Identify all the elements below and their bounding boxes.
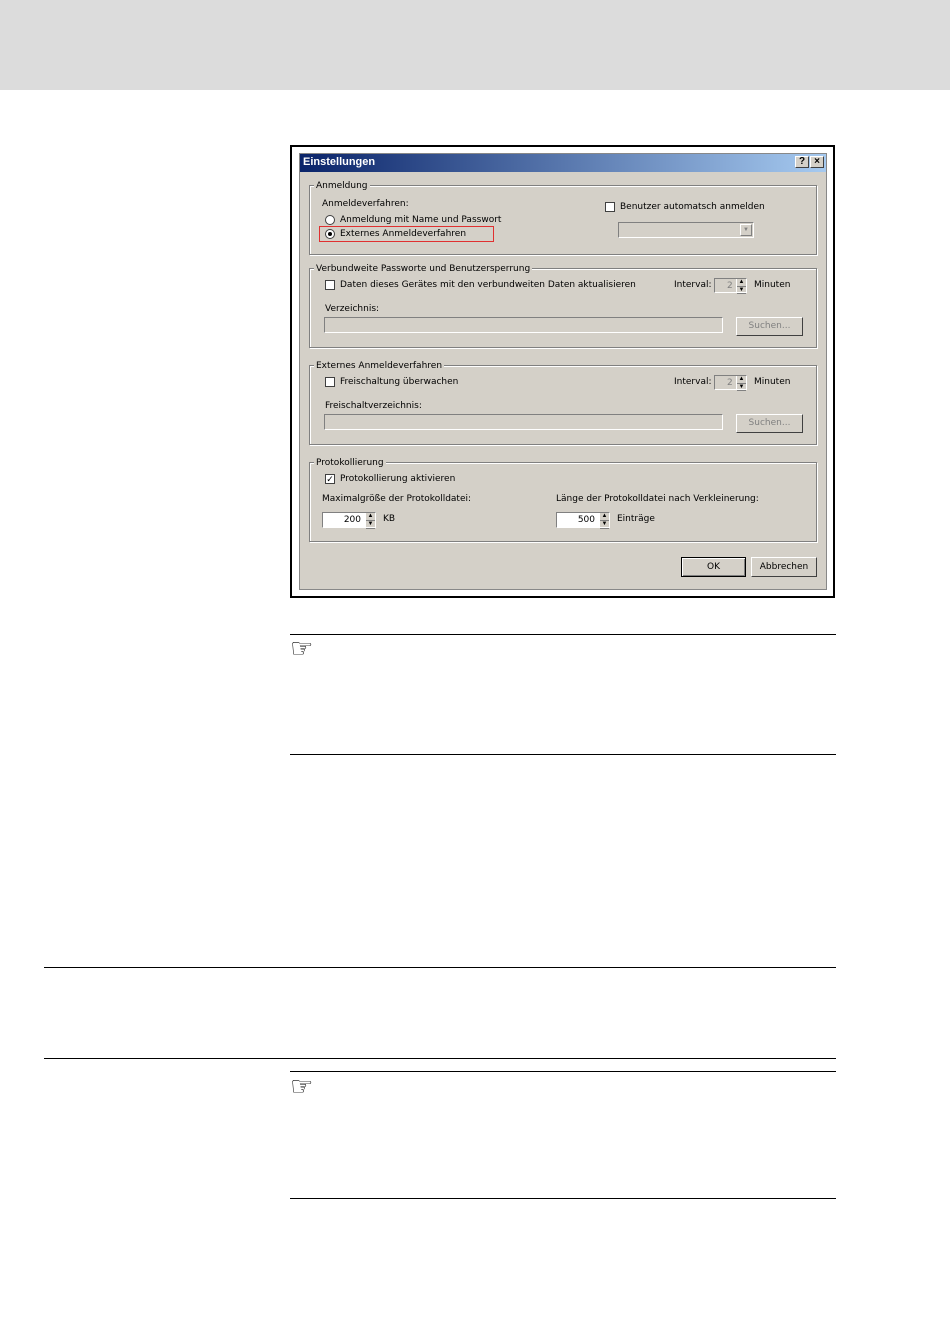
extern-interval-value: 2 <box>727 378 733 388</box>
group-extern-legend: Externes Anmeldeverfahren <box>316 361 443 371</box>
radio-name-password[interactable] <box>325 215 335 225</box>
max-size-spinner[interactable] <box>322 512 376 528</box>
extern-interval-unit: Minuten <box>754 377 791 387</box>
verbund-interval-spinner[interactable] <box>714 278 747 293</box>
verbund-interval-value: 2 <box>727 281 733 291</box>
verbund-browse-button[interactable]: Suchen... <box>736 317 803 336</box>
dialog-title: Einstellungen <box>303 156 376 168</box>
note-bottom-rule <box>290 1198 836 1199</box>
note-top-rule <box>290 634 836 635</box>
settings-dialog <box>299 153 827 590</box>
max-size-label: Maximalgröße der Protokolldatei: <box>322 494 472 504</box>
shrink-label: Länge der Protokolldatei nach Verkleinerung: <box>556 494 759 504</box>
spin-arrows-icon[interactable]: ▲ ▼ <box>365 513 375 527</box>
radio-extern-label[interactable]: Externes Anmeldeverfahren <box>340 229 467 239</box>
extern-browse-button[interactable]: Suchen... <box>736 414 803 433</box>
verbund-dir-input[interactable] <box>324 317 723 333</box>
auto-login-checkbox[interactable] <box>605 202 615 212</box>
extern-dir-label: Freischaltverzeichnis: <box>325 401 422 411</box>
verbund-update-checkbox[interactable] <box>325 280 335 290</box>
protokoll-enable-label[interactable]: Protokollierung aktivieren <box>340 474 456 484</box>
radio-name-password-label[interactable]: Anmeldung mit Name und Passwort <box>340 215 502 225</box>
anmeldeverfahren-label: Anmeldeverfahren: <box>322 199 409 209</box>
max-size-unit: KB <box>383 514 396 524</box>
page-header-band <box>0 0 950 90</box>
extern-watch-label[interactable]: Freischaltung überwachen <box>340 377 459 387</box>
ok-button[interactable]: OK <box>681 557 746 577</box>
spin-arrows-icon[interactable]: ▲ ▼ <box>599 513 609 527</box>
dialog-titlebar <box>300 154 826 172</box>
chevron-down-icon[interactable]: ▼ <box>740 224 752 236</box>
pointing-hand-icon: ☞ <box>290 1072 314 1102</box>
cancel-button[interactable]: Abbrechen <box>751 557 817 577</box>
extern-interval-label: Interval: <box>674 377 712 387</box>
help-button[interactable]: ? <box>795 156 809 168</box>
verbund-dir-label: Verzeichnis: <box>325 304 380 314</box>
extern-interval-spinner[interactable] <box>714 375 747 390</box>
shrink-spinner[interactable] <box>556 512 610 528</box>
max-size-value: 200 <box>343 515 361 525</box>
section-rule <box>44 1058 836 1059</box>
verbund-update-label[interactable]: Daten dieses Gerätes mit den verbundweiten Daten aktualisieren <box>340 280 636 290</box>
radio-extern[interactable] <box>325 229 335 239</box>
verbund-interval-unit: Minuten <box>754 280 791 290</box>
group-verbund-legend: Verbundweite Passworte und Benutzersperrung <box>316 264 531 274</box>
shrink-value: 500 <box>577 515 595 525</box>
section-rule <box>44 967 836 968</box>
extern-dir-input[interactable] <box>324 414 723 430</box>
close-button[interactable]: × <box>810 156 824 168</box>
protokoll-enable-checkbox[interactable]: ✓ <box>326 474 334 484</box>
verbund-interval-label: Interval: <box>674 280 712 290</box>
auto-login-label[interactable]: Benutzer automatsch anmelden <box>620 202 765 212</box>
spin-arrows-icon[interactable]: ▲ ▼ <box>736 279 746 292</box>
note-bottom-rule <box>290 754 836 755</box>
spin-arrows-icon[interactable]: ▲ ▼ <box>736 376 746 389</box>
shrink-unit: Einträge <box>617 514 655 524</box>
note-top-rule <box>290 1071 836 1072</box>
group-protokoll-legend: Protokollierung <box>316 458 384 468</box>
group-anmeldung-legend: Anmeldung <box>316 181 368 191</box>
auto-login-user-select[interactable] <box>618 222 754 238</box>
pointing-hand-icon: ☞ <box>290 634 314 664</box>
extern-watch-checkbox[interactable] <box>325 377 335 387</box>
